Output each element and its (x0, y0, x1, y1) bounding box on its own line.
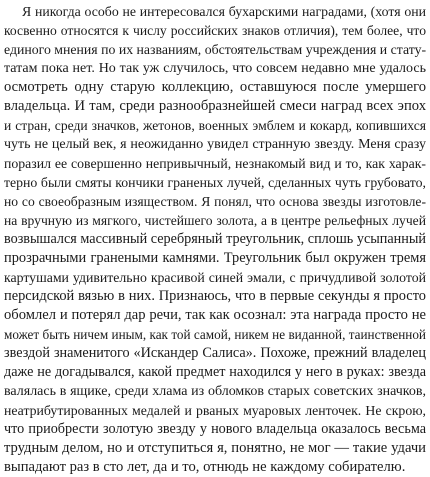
text-line: но со своеобразным изяществом. Я понял, что основа звезды изготовле- (4, 194, 426, 209)
text-line: осмотреть одну старую коллекцию, оставшуюся после умершего (4, 79, 426, 95)
text-line: татам пока нет. Но так уж случилось, что совсем недавно мне удалось (4, 61, 426, 76)
text-line: звездой знаменитого «Искандер Салиса». Похоже, прежний владелец (4, 345, 426, 361)
text-line: косвенно относятся к числу российских знаков отличия), тем более, что (4, 23, 426, 38)
text-line: чуть не целый век, я неожиданно увидел странную звезду. Меня сразу (4, 137, 426, 152)
text-line: даже не догадывался, какой предмет находился у него в руках: звезда (4, 364, 426, 380)
paragraph (4, 2, 426, 477)
text-line: валялась в ящике, среди хлама из обломков старых советских значков, (4, 384, 426, 399)
text-line: единого мнения по их названиям, обстоятельствам учреждения и стату- (4, 42, 427, 57)
text-line: поразил ее совершенно непривычный, незнакомый вид и то, как харак- (4, 156, 426, 171)
text-line: трудным делом, но и отступиться я, понятно, не мог — такие удачи (4, 440, 426, 456)
text-line: персидской вязью в них. Признаюсь, что в первые секунды я просто (4, 288, 426, 304)
text-line: картушами удивительно красивой синей эмали, с причудливой золотой (4, 270, 426, 285)
text-line: и стран, среди значков, жетонов, военных эмблем и кокард, копившихся (4, 118, 426, 133)
text-line: обомлел и потерял дар речи, так как осознал: эта награда просто не (4, 307, 426, 323)
text-line: возвышался массивный серебряный треугольник, сплошь усыпанный (4, 231, 426, 247)
text-line: владельца. И там, среди разнообразнейшей смеси наград всех эпох (4, 98, 426, 114)
text-line: Я никогда особо не интересовался бухарскими наградами, (хотя они (22, 4, 426, 19)
text-line: неатрибутированных медалей и рваных муаровых ленточек. Не скрою, (4, 403, 426, 418)
text-line: на вручную из мягкого, чистейшего золота, а в центре рельефных лучей (4, 213, 426, 228)
text-line: может быть ничем иным, как той самой, никем не виданной, таинственной (4, 327, 426, 342)
text-line: терно были смяты кончики граненых лучей, сделанных чуть грубовато, (4, 175, 426, 190)
text-line: что приобрести золотую звезду у нового владельца оказалось весьма (4, 421, 426, 437)
text-line: выпадают раз в сто лет, да и то, отнюдь не каждому собирателю. (4, 459, 406, 475)
text-line: прозрачными гранеными камнями. Треугольник был окружен тремя (4, 250, 426, 266)
